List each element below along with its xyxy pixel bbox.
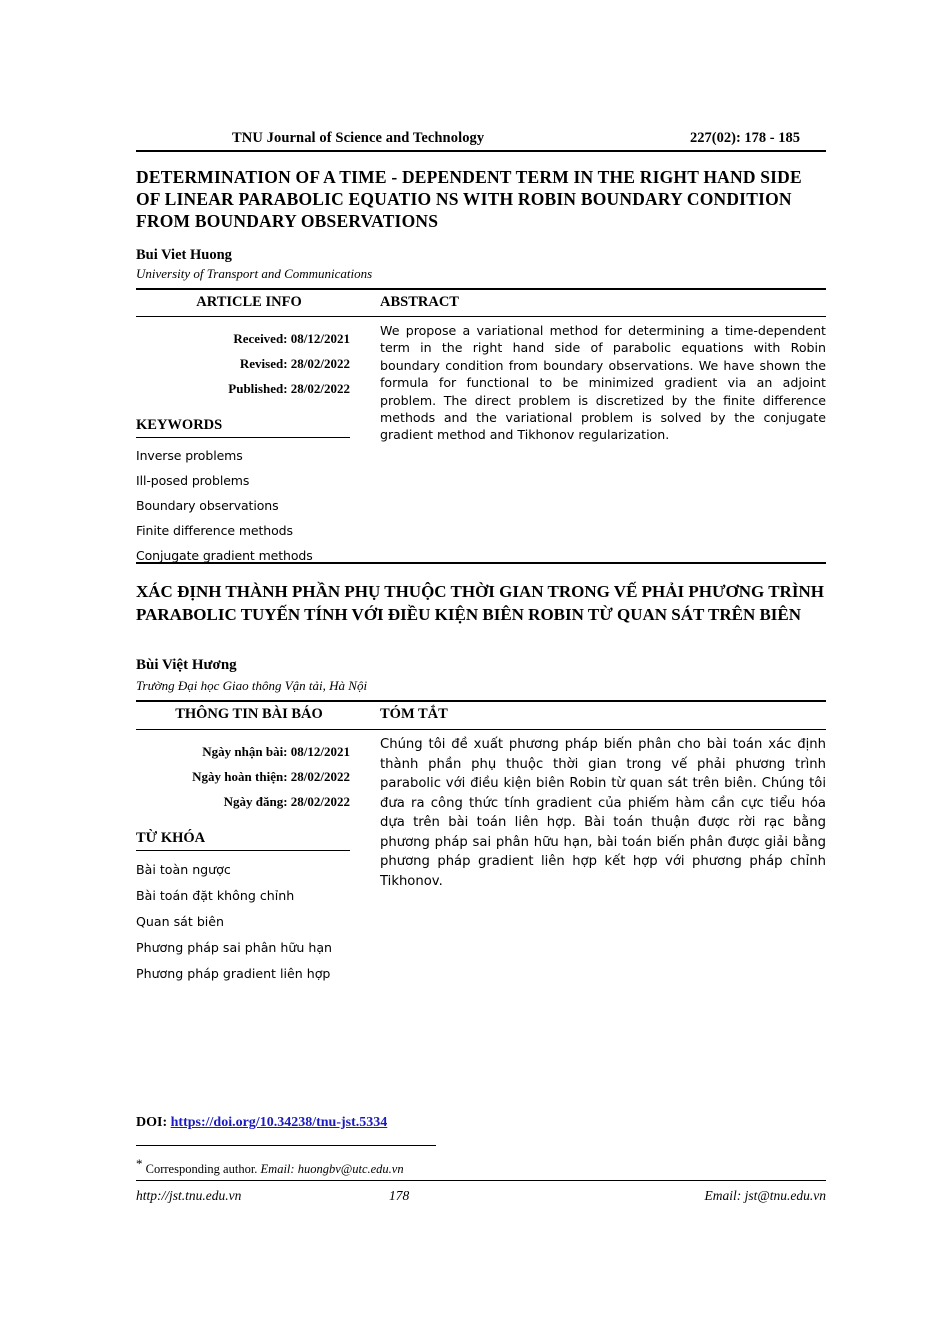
info-left-column-vi bbox=[136, 735, 368, 981]
page-number: 178 bbox=[388, 1188, 410, 1203]
journal-name: TNU Journal of Science and Technology bbox=[232, 130, 485, 146]
info-right-column-vi bbox=[368, 735, 826, 981]
keyword-item: Boundary observations bbox=[136, 498, 279, 513]
corresponding-email: Email: huongbv@utc.edu.vn bbox=[260, 1162, 404, 1177]
keyword-item: Bài toàn ngược bbox=[136, 862, 231, 877]
keywords-rule-en bbox=[136, 437, 350, 438]
issue-pages: 227(02): 178 - 185 bbox=[690, 130, 800, 146]
keyword-item: Bài toán đặt không chỉnh bbox=[136, 888, 295, 903]
author-en: Bui Viet Huong bbox=[136, 247, 232, 263]
header-rule bbox=[136, 150, 826, 152]
corresponding-prefix: Corresponding author. bbox=[145, 1162, 258, 1177]
doi-label: DOI: bbox=[136, 1115, 168, 1130]
keywords-rule-vi bbox=[136, 850, 350, 851]
published-date-en: Published: 28/02/2022 bbox=[228, 381, 350, 396]
abstract-text-en: We propose a variational method for determining a time-dependent term in the right hand side of parabolic equations with Robin boundary condition from boundary observations. We have shown the formula for functional to be minimized gradient via an adjoint problem. The direct problem is discretized by the finite difference methods and the variational problem is solved by the conjugate gradient method and Tikhonov regularization. bbox=[380, 323, 826, 443]
info-table-top-rule bbox=[136, 288, 826, 290]
footer-email: Email: jst@tnu.edu.vn bbox=[704, 1188, 826, 1203]
article-info-body-en bbox=[136, 322, 826, 563]
info-table-vi-head-rule bbox=[136, 729, 826, 730]
affiliation-en: University of Transport and Communications bbox=[136, 266, 373, 281]
article-info-table-en bbox=[136, 294, 826, 311]
received-date-en: Received: 08/12/2021 bbox=[233, 331, 350, 346]
keyword-item: Phương pháp sai phân hữu hạn bbox=[136, 940, 333, 955]
info-left-column-en bbox=[136, 322, 368, 563]
author-vi: Bùi Việt Hương bbox=[136, 657, 237, 673]
article-info-table-vi bbox=[136, 706, 826, 723]
running-head bbox=[136, 130, 826, 147]
abstract-text-vi: Chúng tôi đề xuất phương pháp biến phân cho bài toán xác định thành phần phụ thuộc thời gian trong vế phải phương trình parabolic với điều kiện biên Robin từ quan sát trên biên. Chúng tôi đưa ra công thức tính gradient của phiếm hàm cần cực tiểu hóa dựa trên bài toán liên hợp. Bài toán thuận được rời rạc bằng phương pháp sai phân hữu hạn, bài toán biến phân được giải bằng phương pháp gradient liên hợp kết hợp với phương pháp chỉnh Tikhonov. bbox=[380, 737, 826, 889]
footer-rule bbox=[136, 1180, 826, 1181]
page-footer bbox=[136, 1188, 826, 1204]
corresponding-author-note bbox=[136, 1156, 404, 1177]
abstract-label-en: ABSTRACT bbox=[380, 294, 459, 310]
article-info-body-vi bbox=[136, 735, 826, 981]
doi-link[interactable]: https://doi.org/10.34238/tnu-jst.5334 bbox=[170, 1115, 388, 1130]
abstract-label-vi: TÓM TẮT bbox=[380, 706, 448, 722]
affiliation-vi: Trường Đại học Giao thông Vận tải, Hà Nội bbox=[136, 678, 368, 693]
keywords-label-en: KEYWORDS bbox=[136, 417, 223, 433]
published-date-vi: Ngày đăng: 28/02/2022 bbox=[223, 794, 350, 809]
keyword-item: Quan sát biên bbox=[136, 914, 225, 929]
info-table-bottom-rule bbox=[136, 562, 826, 564]
asterisk-icon: * bbox=[136, 1156, 143, 1171]
keyword-item: Phương pháp gradient liên hợp bbox=[136, 966, 331, 981]
footer-site: http://jst.tnu.edu.vn bbox=[136, 1188, 242, 1203]
revised-date-en: Revised: 28/02/2022 bbox=[239, 356, 350, 371]
info-right-column-en bbox=[368, 322, 826, 563]
footnote-rule bbox=[136, 1145, 436, 1146]
page-title-vi: XÁC ĐỊNH THÀNH PHẦN PHỤ THUỘC THỜI GIAN TRONG VẾ PHẢI PHƯƠNG TRÌNH PARABOLIC TUYẾN TÍNH VỚI ĐIỀU KIỆN BIÊN ROBIN TỪ QUAN SÁT TRÊN BIÊN bbox=[136, 582, 824, 624]
keyword-item: Finite difference methods bbox=[136, 523, 293, 538]
revised-date-vi: Ngày hoàn thiện: 28/02/2022 bbox=[192, 769, 350, 784]
article-info-label-vi: THÔNG TIN BÀI BÁO bbox=[175, 706, 323, 722]
keyword-item: Conjugate gradient methods bbox=[136, 548, 313, 563]
received-date-vi: Ngày nhận bài: 08/12/2021 bbox=[202, 744, 350, 759]
keyword-item: Inverse problems bbox=[136, 448, 243, 463]
keyword-item: Ill-posed problems bbox=[136, 473, 250, 488]
doi-line bbox=[136, 1115, 387, 1131]
info-table-head-rule bbox=[136, 316, 826, 317]
keywords-label-vi: TỪ KHÓA bbox=[136, 830, 206, 846]
info-table-vi-top-rule bbox=[136, 700, 826, 702]
page-title-en: DETERMINATION OF A TIME - DEPENDENT TERM IN THE RIGHT HAND SIDE OF LINEAR PARABOLIC EQUATIO NS WITH ROBIN BOUNDARY CONDITION FROM BOUNDARY OBSERVATIONS bbox=[136, 167, 802, 231]
article-info-label-en: ARTICLE INFO bbox=[196, 294, 302, 310]
